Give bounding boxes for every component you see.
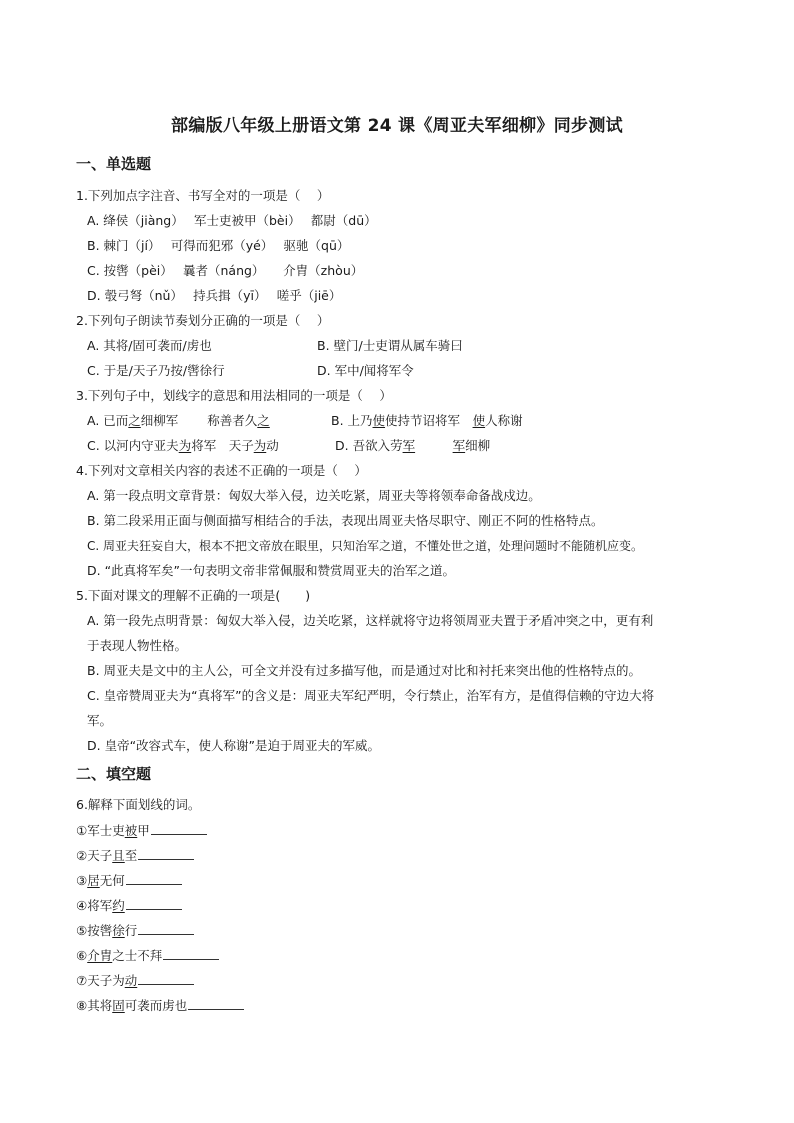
question-2-stem: 2.下列句子朗读节奏划分正确的一项是（ ）: [76, 313, 330, 328]
question-1-option-d: D. 彀弓弩（nǔ） 持兵揖（yī） 嗟乎（jiē）: [87, 288, 342, 303]
item-number: ①: [76, 823, 88, 838]
question-3-stem: 3.下列句子中，划线字的意思和用法相同的一项是（ ）: [76, 388, 392, 403]
option-text: D. 吾欲入劳: [335, 438, 403, 453]
underlined-word: 被: [124, 823, 138, 838]
answer-blank[interactable]: [138, 847, 194, 860]
underlined-word: 之: [257, 413, 270, 428]
underlined-word: 为: [178, 438, 192, 453]
item-text: 军士吏: [87, 823, 125, 838]
question-2-option-a: A. 其将/固可袭而/虏也: [87, 338, 212, 353]
answer-blank[interactable]: [138, 972, 194, 985]
underlined-word: 为: [253, 438, 267, 453]
question-1-stem: 1.下列加点字注音、书写全对的一项是（ ）: [76, 188, 330, 203]
item-number: ⑧: [76, 998, 88, 1013]
option-text: 将军 天子: [191, 438, 254, 453]
question-5-option-d: D. 皇帝“改容式车，使人称谢”是迫于周亚夫的军威。: [87, 738, 381, 753]
question-3-option-a: [87, 413, 270, 429]
item-text: 之士不拜: [112, 948, 163, 963]
question-4-option-d: D. “此真将军矣”一句表明文帝非常佩服和赞赏周亚夫的治军之道。: [87, 563, 456, 578]
answer-blank[interactable]: [151, 822, 207, 835]
question-2-option-b: B. 壁门/士吏谓从属车骑曰: [317, 338, 463, 353]
item-number: ⑤: [76, 923, 88, 938]
item-text: 天子为: [87, 973, 125, 988]
answer-blank[interactable]: [126, 872, 182, 885]
option-text: 动: [266, 438, 279, 453]
option-text: [415, 438, 453, 453]
underlined-word: 固: [112, 998, 125, 1013]
option-text: 细柳军 称善者久: [140, 413, 258, 428]
question-4-option-c: C. 周亚夫狂妄自大，根本不把文帝放在眼里，只知治军之道，不懂处世之道，处理问题时不能随机应变。: [87, 539, 644, 553]
answer-blank[interactable]: [126, 897, 182, 910]
underlined-word: 动: [124, 973, 138, 988]
question-5-option-c-line1: C. 皇帝赞周亚夫为“真将军”的含义是：周亚夫军纪严明，令行禁止，治军有方，是值得信赖的守边大将: [87, 688, 655, 703]
question-3-option-d: [335, 438, 490, 454]
question-1-option-b: B. 棘门（jí） 可得而犯邪（yé） 驱驰（qū）: [87, 238, 350, 253]
question-5-stem: 5.下面对课文的理解不正确的一项是( ): [76, 588, 311, 603]
question-4-option-b: B. 第二段采用正面与侧面描写相结合的手法，表现出周亚夫恪尽职守、刚正不阿的性格特点。: [87, 513, 604, 528]
question-5-option-b: B. 周亚夫是文中的主人公，可全文并没有过多描写他，而是通过对比和衬托来突出他的性格特点的。: [87, 663, 642, 678]
option-text: 细柳: [465, 438, 491, 453]
question-5-option-a-line1: A. 第一段先点明背景：匈奴大举入侵，边关吃紧，这样就将守边将领周亚夫置于矛盾冲突之中，更有利: [87, 613, 654, 628]
item-text: 无何: [99, 873, 125, 888]
fill-item: [76, 897, 182, 914]
underlined-word: 军: [402, 438, 416, 453]
underlined-word: 徐: [112, 923, 125, 938]
question-5-option-a-line2: 于表现人物性格。: [87, 638, 188, 653]
question-2-option-d: D. 军中/闻将军令: [317, 363, 414, 378]
option-text: 人称谢: [485, 413, 523, 428]
fill-item: [76, 997, 244, 1014]
item-text: 其将: [87, 998, 113, 1013]
item-number: ⑦: [76, 973, 88, 988]
section-heading-fill-blank: 二、填空题: [76, 765, 152, 783]
item-number: ⑥: [76, 948, 88, 963]
item-text: 甲: [137, 823, 150, 838]
question-3-option-b: [331, 413, 523, 429]
underlined-word: 且: [112, 848, 125, 863]
fill-item: [76, 872, 182, 889]
item-number: ②: [76, 848, 88, 863]
fill-item: [76, 972, 194, 989]
item-number: ④: [76, 898, 88, 913]
option-text: C. 以河内守亚夫: [87, 438, 179, 453]
question-4-option-a: A. 第一段点明文章背景：匈奴大举入侵，边关吃紧，周亚夫等将领奉命备战戍边。: [87, 488, 541, 503]
item-text: 天子: [87, 848, 113, 863]
question-1-option-a: A. 绛侯（jiàng） 军士吏被甲（bèi） 都尉（dū）: [87, 213, 377, 228]
question-1-option-c: C. 按辔（pèi） 曩者（náng） 介胄（zhòu）: [87, 263, 364, 278]
item-text: 可袭而虏也: [124, 998, 188, 1013]
item-text: 将军: [87, 898, 113, 913]
option-text: 使持节诏将军: [385, 413, 473, 428]
question-2-option-c: C. 于是/天子乃按/辔徐行: [87, 363, 225, 378]
item-text: 按辔: [87, 923, 113, 938]
item-text: 至: [124, 848, 138, 863]
answer-blank[interactable]: [163, 947, 219, 960]
underlined-word: 军: [452, 438, 466, 453]
fill-item: [76, 822, 207, 839]
underlined-word: 居: [87, 873, 100, 888]
fill-item: [76, 947, 219, 964]
question-5-option-c-line2: 军。: [87, 713, 113, 728]
answer-blank[interactable]: [188, 997, 244, 1010]
option-text: A. 已而: [87, 413, 129, 428]
item-number: ③: [76, 873, 88, 888]
fill-item: [76, 922, 194, 939]
fill-item: [76, 847, 194, 864]
answer-blank[interactable]: [138, 922, 194, 935]
underlined-word: 之: [128, 413, 141, 428]
underlined-word: 使: [372, 413, 386, 428]
option-text: B. 上乃: [331, 413, 373, 428]
question-3-option-c: [87, 438, 279, 454]
item-text: 行: [124, 923, 138, 938]
underlined-word: 约: [112, 898, 125, 913]
question-4-stem: 4.下列对文章相关内容的表述不正确的一项是（ ）: [76, 463, 367, 478]
underlined-word: 介胄: [87, 948, 113, 963]
underlined-word: 使: [472, 413, 486, 428]
question-6-stem: 6.解释下面划线的词。: [76, 797, 201, 812]
section-heading-single-choice: 一、单选题: [76, 155, 152, 173]
page-title: 部编版八年级上册语文第 24 课《周亚夫军细柳》同步测试: [171, 116, 623, 136]
